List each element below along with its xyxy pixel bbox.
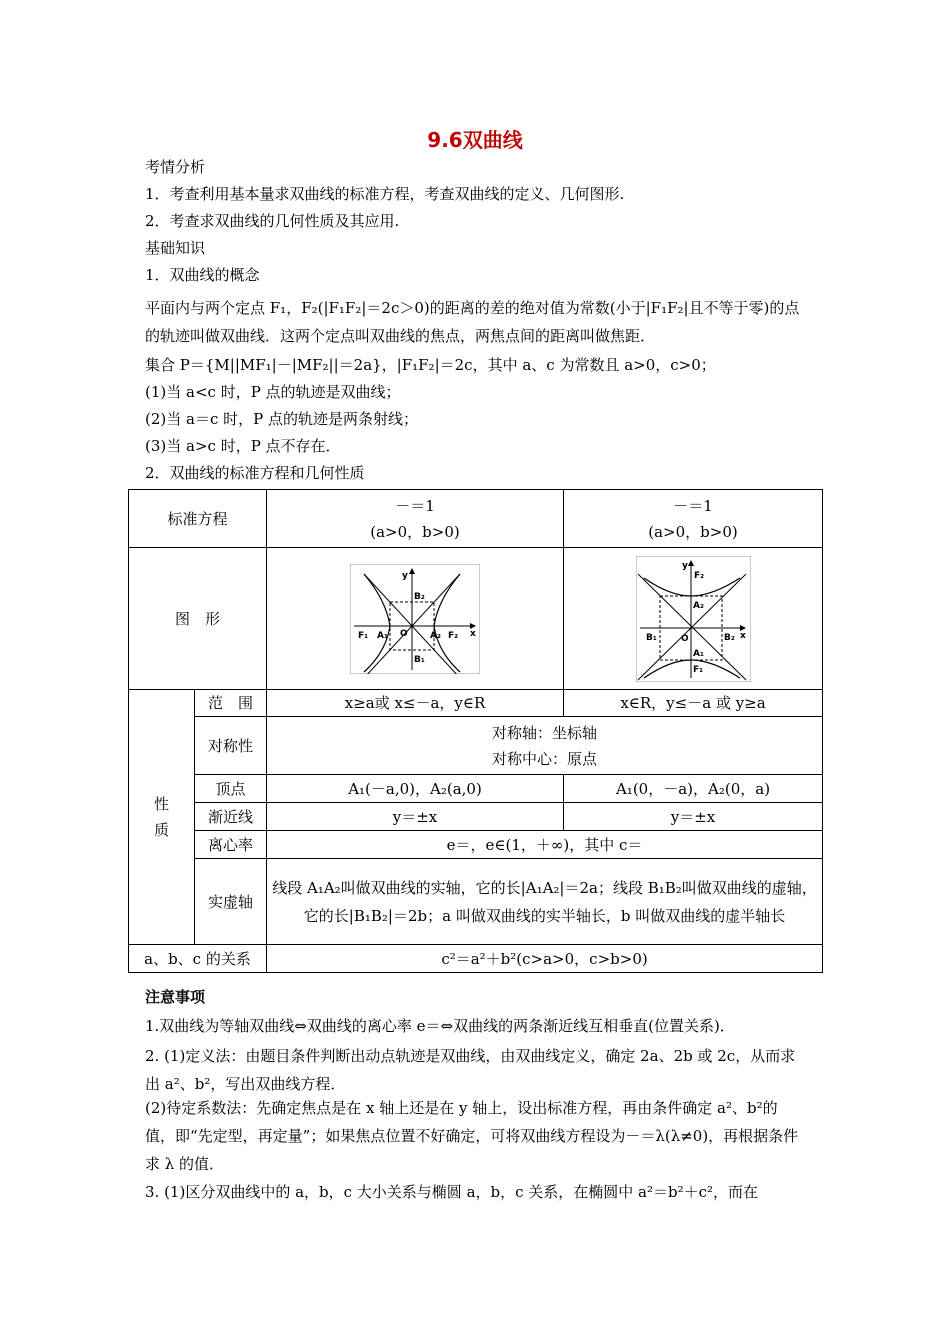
symmetry-center: 对称中心：原点 [492, 749, 598, 768]
fig1-label-y: y [402, 570, 408, 581]
fig1-label-o: O [400, 628, 408, 639]
fig1-label-b2: B₂ [414, 591, 425, 602]
fig1-label-f2: F₂ [448, 630, 459, 641]
fig1-label-a2: A₂ [430, 630, 441, 641]
fig2-label-f2: F₂ [693, 570, 704, 581]
equation-x-axis-condition: (a>0，b>0) [370, 522, 460, 541]
note-1: 1.双曲线为等轴双曲线⇔双曲线的离心率 e＝⇔双曲线的两条渐近线互相垂直(位置关系)． [145, 1017, 735, 1035]
label-properties-char-2: 质 [153, 821, 169, 839]
fig2-label-o: O [680, 633, 689, 644]
vertex-x-axis: A₁(－a,0)，A₂(a,0) [267, 775, 564, 803]
hyperbola-x-axis-figure [350, 564, 480, 674]
fig2-label-a1: A₁ [692, 648, 704, 659]
equation-x-axis-formula: －＝1 [395, 496, 435, 515]
subheading-concept: 1．双曲线的概念 [145, 266, 260, 284]
page-title: 9.6双曲线 [427, 128, 523, 152]
section-heading-basics: 基础知识 [145, 239, 206, 257]
label-abc-relation: a、b、c 的关系 [129, 945, 267, 973]
fig1-label-a1: A₁ [377, 630, 388, 641]
case-2: (2)当 a＝c 时，P 点的轨迹是两条射线； [145, 410, 418, 428]
fig1-label-b1: B₁ [414, 654, 425, 665]
note-4: 3. (1)区分双曲线中的 a，b，c 大小关系与椭圆 a，b，c 关系，在椭圆中 a²＝b²＋c²，而在 [145, 1183, 759, 1201]
equation-x-axis [267, 490, 564, 548]
figure-y-axis-cell [564, 548, 823, 690]
concept-set: 集合 P＝{M||MF₁|－|MF₂||＝2a}，|F₁F₂|＝2c，其中 a、c 为常数且 a>0，c>0； [145, 356, 716, 374]
fig1-label-f1: F₁ [358, 630, 369, 641]
label-standard-equation: 标准方程 [129, 490, 267, 548]
equation-y-axis [564, 490, 823, 548]
equation-y-axis-formula: －＝1 [673, 496, 713, 515]
axes-value: 线段 A₁A₂叫做双曲线的实轴，它的长|A₁A₂|＝2a；线段 B₁B₂叫做双曲线的虚轴，它的长|B₁B₂|＝2b；a 叫做双曲线的实半轴长，b 叫做双曲线的虚半轴长 [267, 859, 823, 945]
label-vertex: 顶点 [195, 775, 267, 803]
asymptote-x-axis: y＝±x [267, 803, 564, 831]
fig2-label-y: y [681, 560, 688, 571]
label-symmetry: 对称性 [195, 717, 267, 775]
concept-definition: 平面内与两个定点 F₁，F₂(|F₁F₂|＝2c＞0)的距离的差的绝对值为常数(小于|F₁F₂|且不等于零)的点的轨迹叫做双曲线．这两个定点叫双曲线的焦点，两焦点间的距离叫做焦距． [145, 299, 800, 345]
note-2: 2. (1)定义法：由题目条件判断出动点轨迹是双曲线，由双曲线定义，确定 2a、2b 或 2c，从而求出 a²、b²，写出双曲线方程． [145, 1047, 796, 1093]
fig2-label-x: x [739, 630, 746, 641]
fig2-label-b1: B₁ [645, 632, 657, 643]
label-properties-char-1: 性 [153, 795, 169, 813]
figure-x-axis-cell [267, 548, 564, 690]
fig1-label-x: x [470, 628, 476, 639]
case-3: (3)当 a>c 时，P 点不存在． [145, 437, 341, 455]
label-asymptote: 渐近线 [195, 803, 267, 831]
section-heading-analysis: 考情分析 [145, 158, 206, 176]
note-3: (2)待定系数法：先确定焦点是在 x 轴上还是在 y 轴上，设出标准方程，再由条件确定 a²、b²的值，即“先定型，再定量”；如果焦点位置不好确定，可将双曲线方程设为－＝λ(λ≠0)，再根据条件求 λ 的值． [145, 1099, 799, 1173]
asymptote-y-axis: y＝±x [564, 803, 823, 831]
label-figure: 图 形 [129, 548, 267, 690]
label-eccentricity: 离心率 [195, 831, 267, 859]
fig2-label-f1: F₁ [692, 664, 703, 675]
label-axes: 实虚轴 [195, 859, 267, 945]
analysis-line-2: 2．考查求双曲线的几何性质及其应用. [145, 212, 400, 230]
symmetry-axis: 对称轴：坐标轴 [492, 723, 598, 742]
equation-y-axis-condition: (a>0，b>0) [648, 522, 738, 541]
eccentricity-value: e＝，e∈(1，＋∞)，其中 c＝ [267, 831, 823, 859]
case-1: (1)当 a<c 时，P 点的轨迹是双曲线； [145, 383, 401, 401]
abc-relation-value: c²＝a²＋b²(c>a>0，c>b>0) [267, 945, 823, 973]
properties-table [128, 489, 823, 973]
fig2-label-b2: B₂ [723, 632, 735, 643]
fig2-label-a2: A₂ [692, 600, 704, 611]
range-x-axis: x≥a或 x≤－a，y∈R [267, 690, 564, 717]
analysis-line-1: 1．考查利用基本量求双曲线的标准方程，考查双曲线的定义、几何图形. [145, 185, 625, 203]
range-y-axis: x∈R，y≤－a 或 y≥a [564, 690, 823, 717]
vertex-y-axis: A₁(0，－a)，A₂(0，a) [564, 775, 823, 803]
hyperbola-y-axis-figure [636, 556, 751, 682]
label-properties [129, 690, 195, 945]
notes-heading: 注意事项 [145, 988, 206, 1006]
label-range: 范 围 [195, 690, 267, 717]
subheading-properties: 2．双曲线的标准方程和几何性质 [145, 464, 365, 482]
symmetry-value [267, 717, 823, 775]
